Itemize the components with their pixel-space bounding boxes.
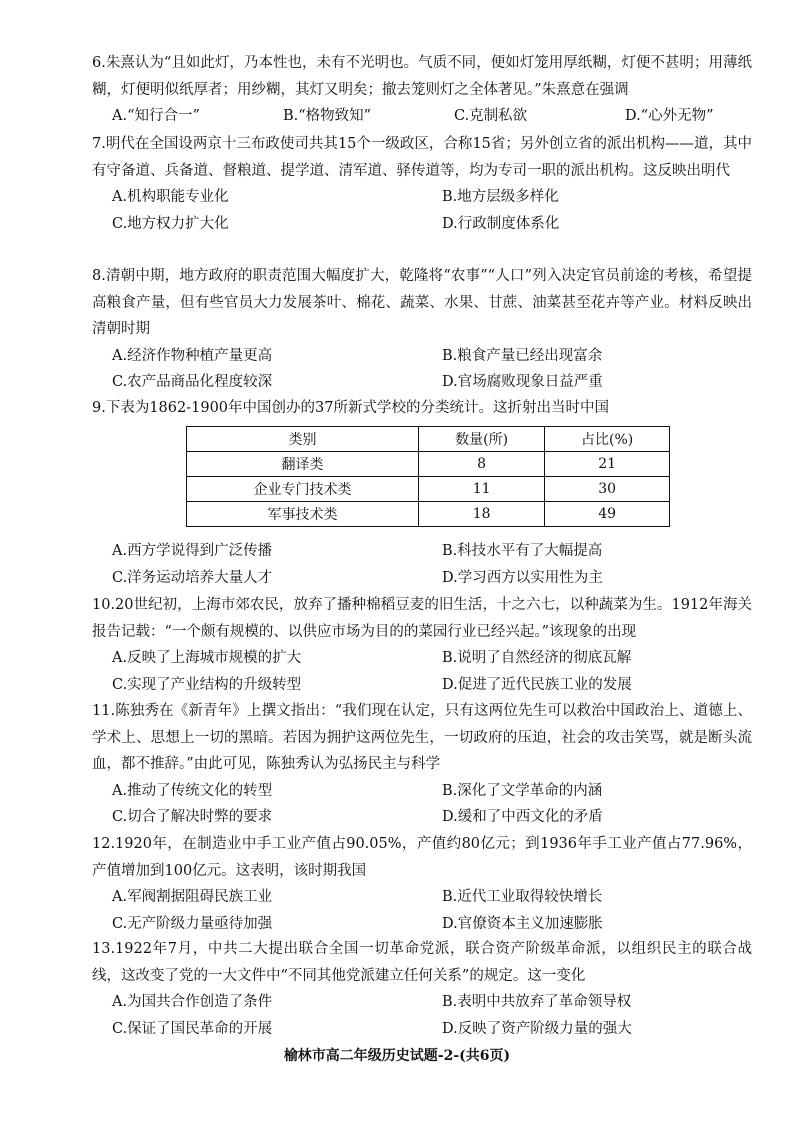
table-cell: 翻译类 xyxy=(187,452,419,477)
table-cell: 30 xyxy=(545,477,670,502)
table-row xyxy=(187,452,670,477)
table-cell: 49 xyxy=(545,502,670,527)
option-c[interactable]: C.切合了解决时弊的要求 xyxy=(112,809,273,825)
option-b[interactable]: B.深化了文学革命的内涵 xyxy=(442,782,603,799)
option-c[interactable]: C.洋务运动培养大量人才 xyxy=(112,569,273,586)
option-d[interactable]: D.官僚资本主义加速膨胀 xyxy=(442,915,603,932)
option-a[interactable]: A.机构职能专业化 xyxy=(112,189,229,205)
option-b[interactable]: B.近代工业取得较快增长 xyxy=(442,889,603,905)
option-c[interactable]: C.地方权力扩大化 xyxy=(112,215,229,232)
table-header: 数量(所) xyxy=(418,427,544,452)
table-header: 类别 xyxy=(187,427,419,452)
option-d[interactable]: D.行政制度体系化 xyxy=(442,215,560,232)
option-a[interactable]: A.为国共合作创造了条件 xyxy=(112,994,273,1010)
table-cell: 11 xyxy=(418,477,544,502)
question-options xyxy=(92,184,752,237)
option-a[interactable]: A.经济作物种植产量更高 xyxy=(112,347,273,364)
question-options xyxy=(92,778,752,831)
option-c[interactable]: C.无产阶级力量亟待加强 xyxy=(112,915,273,932)
question-7 xyxy=(92,131,752,237)
option-a[interactable]: A.西方学说得到广泛传播 xyxy=(112,543,273,559)
question-stem: 13.1922年7月，中共二大提出联合全国一切革命党派，联合资产阶级革命派，以组织民主的联合战线，这改变了党的一大文件中“不同其他党派建立任何关系”的规定。这一变化 xyxy=(92,941,752,984)
table-cell: 企业专门技术类 xyxy=(187,477,419,502)
option-b[interactable]: B.说明了自然经济的彻底瓦解 xyxy=(442,650,632,666)
option-d[interactable]: D.反映了资产阶级力量的强大 xyxy=(442,1020,632,1037)
page-footer: 榆林市高二年级历史试题-2-(共6页) xyxy=(283,1048,511,1064)
option-d[interactable]: D.“心外无物” xyxy=(625,108,714,124)
option-d[interactable]: D.学习西方以实用性为主 xyxy=(442,569,603,586)
question-12 xyxy=(92,831,752,937)
option-d[interactable]: D.缓和了中西文化的矛盾 xyxy=(442,809,603,825)
school-stats-table xyxy=(186,426,670,527)
option-c[interactable]: C.保证了国民革命的开展 xyxy=(112,1020,273,1037)
question-stem: 6.朱熹认为“且如此灯，乃本性也，未有不光明也。气质不同，便如灯笼用厚纸糊，灯便不甚明；用薄纸糊，灯便明似纸厚者；用纱糊，其灯又明矣；撤去笼则灯之全体著见。”朱熹意在强调 xyxy=(92,55,752,98)
option-a[interactable]: A.反映了上海城市规模的扩大 xyxy=(112,650,302,666)
question-options xyxy=(92,538,752,591)
question-options xyxy=(92,989,752,1042)
table-cell: 18 xyxy=(418,502,544,527)
table-row xyxy=(187,477,670,502)
option-a[interactable]: A.军阀割据阻碍民族工业 xyxy=(112,889,273,905)
table-cell: 21 xyxy=(545,452,670,477)
option-d[interactable]: D.促进了近代民族工业的发展 xyxy=(442,676,632,693)
question-stem: 10.20世纪初，上海市郊农民，放弃了播种棉稻豆麦的旧生活，十之六七，以种蔬菜为生。1912年海关报告记载：“一个颇有规模的、以供应市场为目的的菜园行业已经兴起。”该现象的出现 xyxy=(92,597,752,640)
option-c[interactable]: C.农产品商品化程度较深 xyxy=(112,374,273,390)
question-11 xyxy=(92,698,752,831)
question-options xyxy=(92,645,752,698)
question-13 xyxy=(92,936,752,1042)
table-cell: 军事技术类 xyxy=(187,502,419,527)
question-8 xyxy=(92,263,752,396)
question-options xyxy=(92,103,752,130)
question-9-options-block xyxy=(92,538,752,591)
table-row xyxy=(187,502,670,527)
question-10 xyxy=(92,592,752,698)
option-c[interactable]: C.实现了产业结构的升级转型 xyxy=(112,676,302,693)
question-stem: 7.明代在全国设两京十三布政使司共其15个一级政区，合称15省；另外创立省的派出机构——道，其中有守备道、兵备道、督粮道、提学道、清军道、驿传道等，均为专司一职的派出机构。这反映出明代 xyxy=(92,136,752,179)
table-header: 占比(%) xyxy=(545,427,670,452)
question-stem: 9.下表为1862-1900年中国创办的37所新式学校的分类统计。这折射出当时中国 xyxy=(92,400,609,416)
option-c[interactable]: C.克制私欲 xyxy=(454,108,528,124)
question-9 xyxy=(92,395,752,422)
question-options xyxy=(92,343,752,396)
option-b[interactable]: B.粮食产量已经出现富余 xyxy=(442,347,603,364)
question-stem: 8.清朝中期，地方政府的职责范围大幅度扩大，乾隆将“农事”“人口”列入决定官员前途的考核，希望提高粮食产量，但有些官员大力发展茶叶、棉花、蔬菜、水果、甘蔗、油菜甚至花卉等产业。材料反映出清朝时期 xyxy=(92,268,752,337)
option-d[interactable]: D.官场腐败现象日益严重 xyxy=(442,374,603,390)
question-options xyxy=(92,884,752,937)
option-a[interactable]: A.“知行合一” xyxy=(112,108,200,124)
question-6 xyxy=(92,50,752,130)
question-stem: 12.1920年，在制造业中手工业产值占90.05%，产值约80亿元；到1936年手工业产值占77.96%，产值增加到100亿元。这表明，该时期我国 xyxy=(92,836,752,879)
option-a[interactable]: A.推动了传统文化的转型 xyxy=(112,782,273,799)
option-b[interactable]: B.地方层级多样化 xyxy=(442,189,559,205)
question-stem: 11.陈独秀在《新青年》上撰文指出：“我们现在认定，只有这两位先生可以救治中国政治上、道德上、学术上、思想上一切的黑暗。若因为拥护这两位先生，一切政府的压迫，社会的攻击笑骂，就是断头流血，都不推辞。”由此可见，陈独秀认为弘扬民主与科学 xyxy=(92,703,752,772)
option-b[interactable]: B.表明中共放弃了革命领导权 xyxy=(442,994,632,1010)
option-b[interactable]: B.科技水平有了大幅提高 xyxy=(442,543,603,559)
option-b[interactable]: B.“格物致知” xyxy=(283,108,372,124)
table-cell: 8 xyxy=(418,452,544,477)
table-header-row xyxy=(187,427,670,452)
